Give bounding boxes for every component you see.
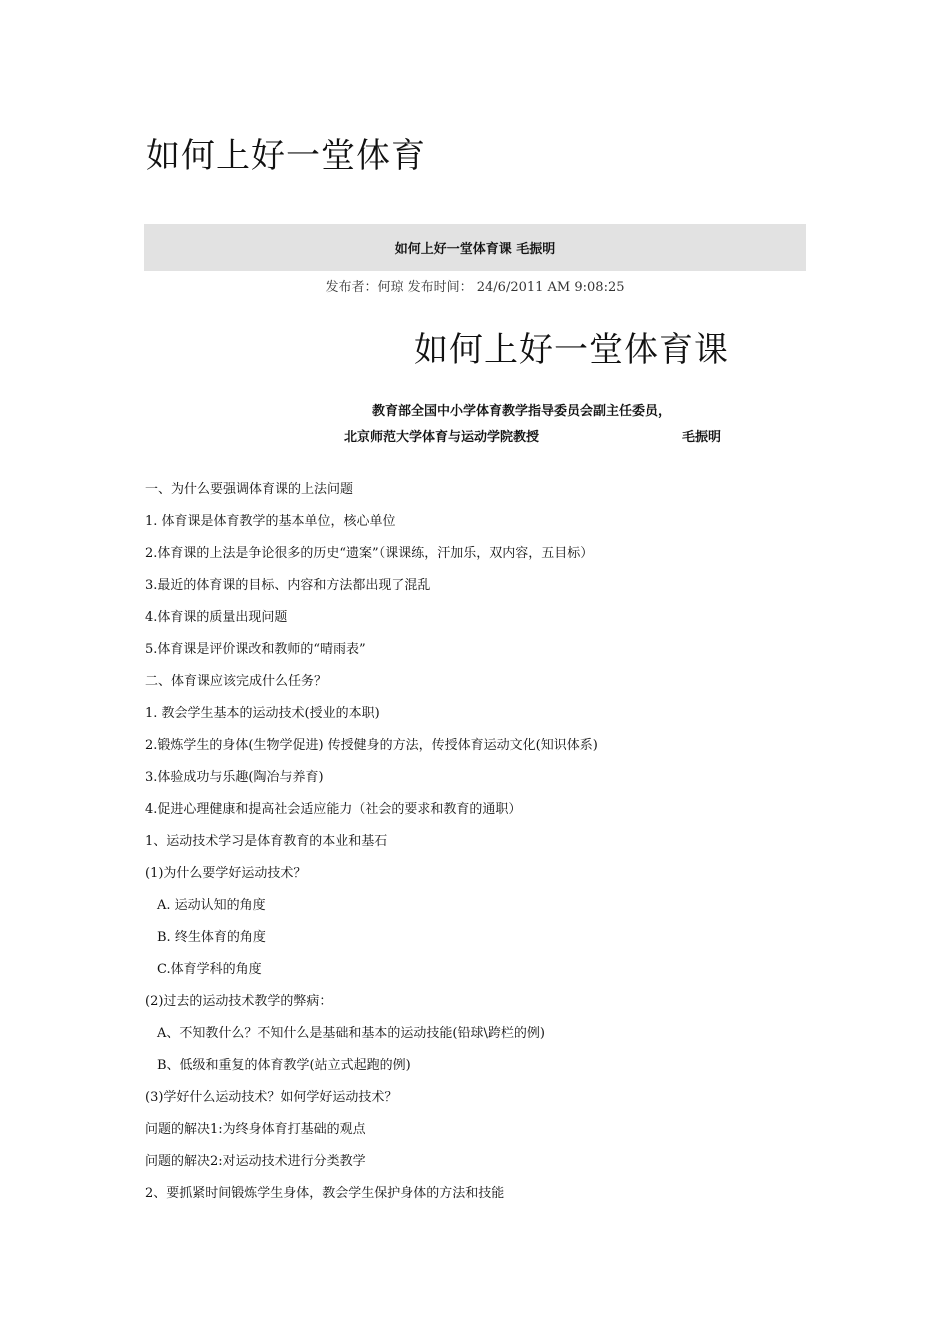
body-line: B. 终生体育的角度 <box>157 930 266 945</box>
body-line: A、不知教什么？不知什么是基础和基本的运动技能(铅球\跨栏的例) <box>157 1026 545 1041</box>
body-line: 一、为什么要强调体育课的上法问题 <box>145 482 354 497</box>
body-line: 5.体育课是评价课改和教师的“晴雨表” <box>145 642 366 657</box>
body-line: A. 运动认知的角度 <box>157 898 266 913</box>
body-line: C.体育学科的角度 <box>157 962 262 977</box>
article-body <box>145 480 825 1216</box>
article-header-box <box>144 224 806 271</box>
author-name: 毛振明 <box>682 430 722 445</box>
author-affiliation-2: 北京师范大学体育与运动学院教授 <box>344 430 540 445</box>
body-line: 1. 教会学生基本的运动技术(授业的本职) <box>145 706 380 721</box>
body-line: 问题的解决2:对运动技术进行分类教学 <box>145 1154 366 1169</box>
body-line: 4.体育课的质量出现问题 <box>145 610 288 625</box>
body-line: (1)为什么要学好运动技术？ <box>145 866 307 881</box>
publish-meta: 发布者：何琼 发布时间： 24/6/2011 AM 9:08:25 <box>325 280 625 295</box>
body-line: 2.锻炼学生的身体(生物学促进) 传授健身的方法，传授体育运动文化(知识体系) <box>145 738 598 753</box>
body-line: 二、体育课应该完成什么任务？ <box>145 674 328 689</box>
body-line: 2.体育课的上法是争论很多的历史“遗案”（课课练，汗加乐，双内容，五目标） <box>145 546 594 561</box>
body-line: 1、运动技术学习是体育教育的本业和基石 <box>145 834 388 849</box>
body-line: (3)学好什么运动技术？如何学好运动技术？ <box>145 1090 398 1105</box>
body-line: 2、要抓紧时间锻炼学生身体，教会学生保护身体的方法和技能 <box>145 1186 505 1201</box>
body-line: 3.体验成功与乐趣(陶冶与养育) <box>145 770 324 785</box>
body-line: 1. 体育课是体育教学的基本单位，核心单位 <box>145 514 396 529</box>
body-line: 问题的解决1:为终身体育打基础的观点 <box>145 1122 366 1137</box>
article-header-text: 如何上好一堂体育课 毛振明 <box>394 242 556 257</box>
body-line: B、低级和重复的体育教学(站立式起跑的例) <box>157 1058 411 1073</box>
body-line: 3.最近的体育课的目标、内容和方法都出现了混乱 <box>145 578 431 593</box>
body-line: (2)过去的运动技术教学的弊病： <box>145 994 333 1009</box>
author-affiliation-1: 教育部全国中小学体育教学指导委员会副主任委员， <box>372 404 672 419</box>
body-line: 4.促进心理健康和提高社会适应能力（社会的要求和教育的通职） <box>145 802 522 817</box>
article-title: 如何上好一堂体育课 <box>414 330 729 370</box>
page-title: 如何上好一堂体育 <box>146 136 426 176</box>
